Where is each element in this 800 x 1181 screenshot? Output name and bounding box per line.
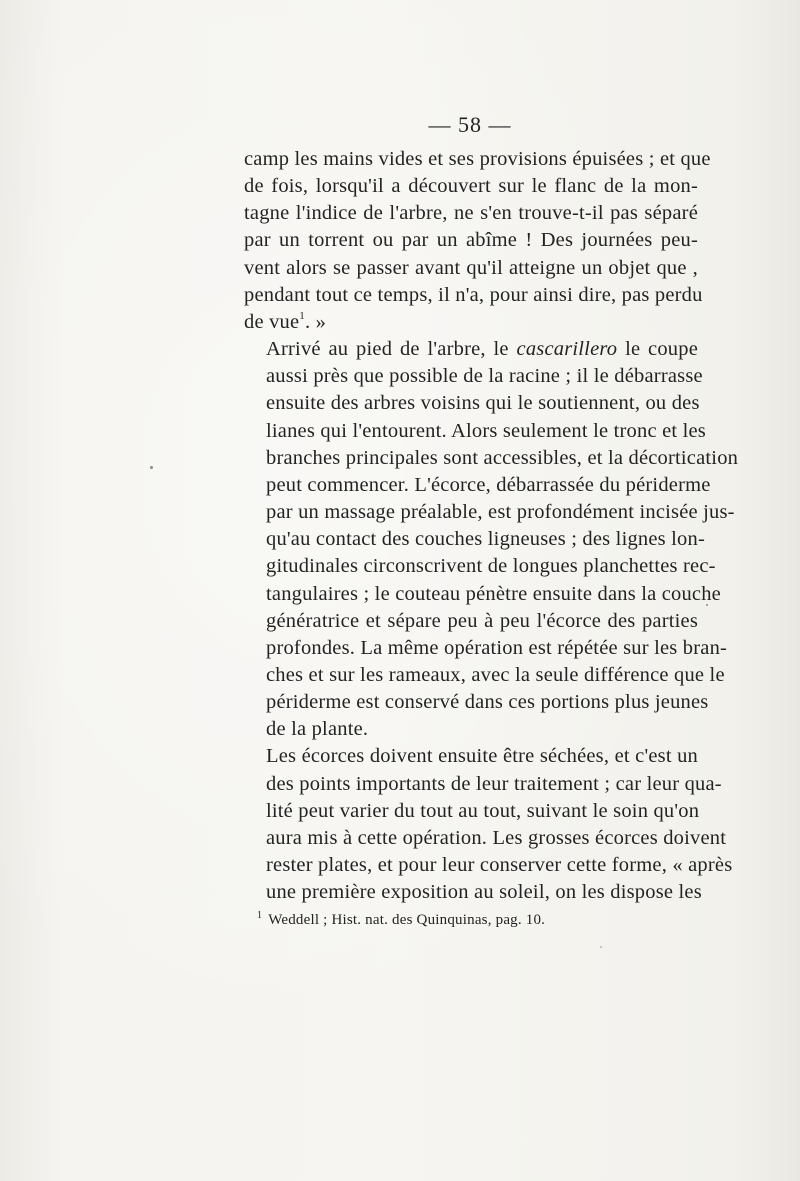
paper-speck xyxy=(706,604,708,606)
text-line: périderme est conservé dans ces portions plus jeunes xyxy=(266,691,709,714)
paper-speck xyxy=(600,946,602,948)
text-line: Les écorces doivent ensuite être séchées, et c'est un xyxy=(266,745,698,768)
text-line: par un torrent ou par un abîme ! Des journées peu- xyxy=(244,229,698,252)
text-line xyxy=(244,309,698,336)
italic-term: cascarillero xyxy=(516,338,618,361)
text-line: tagne l'indice de l'arbre, ne s'en trouve-t-il pas séparé xyxy=(244,202,698,225)
text-line: génératrice et sépare peu à peu l'écorce des parties xyxy=(266,609,698,632)
page-number: — 58 — xyxy=(428,112,512,137)
text-line: des points importants de leur traitement ; car leur qua- xyxy=(266,772,722,795)
paragraph xyxy=(244,743,733,906)
text-line: lité peut varier du tout au tout, suivant le soin qu'on xyxy=(266,799,700,822)
text-line: peut commencer. L'écorce, débarrassée du périderme xyxy=(266,473,711,496)
text-line: camp les mains vides et ses provisions épuisées ; et que xyxy=(244,148,711,170)
quote-close: . » xyxy=(304,310,327,333)
text-line: aussi près que possible de la racine ; il le débarrasse xyxy=(266,365,703,388)
text-line: de fois, lorsqu'il a découvert sur le flanc de la mon- xyxy=(244,175,698,198)
text-line: gitudinales circonscrivent de longues planchettes rec- xyxy=(266,555,716,578)
text-line: vent alors se passer avant qu'il atteigne un objet que , xyxy=(244,256,698,279)
paragraph xyxy=(244,336,739,743)
text-line: tangulaires ; le couteau pénètre ensuite dans la couche xyxy=(266,582,721,605)
text-line xyxy=(244,336,698,363)
text-line: ches et sur les rameaux, avec la seule différence que le xyxy=(266,663,725,686)
footnote-reference: 1 xyxy=(299,309,305,322)
body-text xyxy=(244,146,739,906)
text-fragment: de vue xyxy=(244,310,300,333)
text-line: une première exposition au soleil, on les dispose les xyxy=(266,881,702,904)
footnote-text: Weddell ; Hist. nat. des Quinquinas, pag. 10. xyxy=(268,912,546,928)
text-line: qu'au contact des couches ligneuses ; des lignes lon- xyxy=(266,528,705,551)
text-line: branches principales sont accessibles, et la décortication xyxy=(266,446,739,469)
text-line: ensuite des arbres voisins qui le soutiennent, ou des xyxy=(266,392,700,415)
text-fragment: le coupe xyxy=(625,338,699,361)
text-line: profondes. La même opération est répétée sur les bran- xyxy=(266,636,728,659)
text-line: pendant tout ce temps, il n'a, pour ainsi dire, pas perdu xyxy=(244,283,703,306)
text-line: de la plante. xyxy=(266,718,369,741)
text-line: aura mis à cette opération. Les grosses écorces doivent xyxy=(266,826,727,849)
text-line: rester plates, et pour leur conserver cette forme, « après xyxy=(266,854,733,877)
paper-speck xyxy=(150,466,153,469)
text-line: lianes qui l'entourent. Alors seulement le tronc et les xyxy=(266,419,706,442)
footnote xyxy=(257,912,545,929)
footnote-marker: 1 xyxy=(257,910,263,921)
text-fragment: Arrivé au pied de l'arbre, le xyxy=(266,338,509,361)
text-line: par un massage préalable, est profondément incisée jus- xyxy=(266,501,735,524)
paragraph xyxy=(244,146,711,336)
